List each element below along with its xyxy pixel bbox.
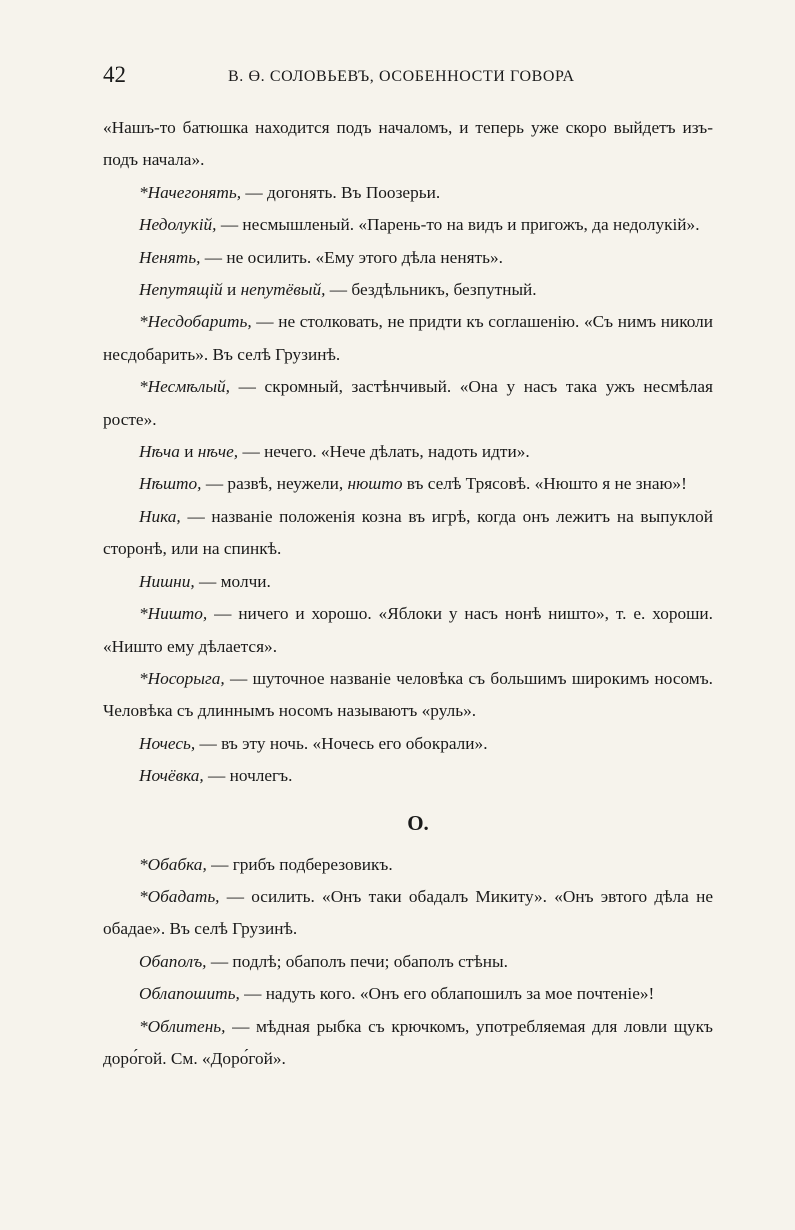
entry-definition: — развѣ, неужели, — [201, 474, 348, 494]
entry-definition: — нечего. «Нече дѣлать, надоть идти». — [238, 442, 530, 462]
dictionary-entry — [103, 209, 713, 241]
dictionary-entry — [103, 566, 713, 598]
entry-headword: Ночесь, — [139, 733, 196, 753]
dictionary-entry — [103, 598, 713, 663]
entry-definition: — ничего и хорошо. «Яблоки у насъ нонѣ ништо», т. е. хороши. «Ништо ему дѣлается». — [103, 604, 713, 656]
entry-definition: — названіе положенія козна въ игрѣ, когда онъ лежитъ на выпуклой сторонѣ, или на спинкѣ. — [103, 506, 713, 559]
dictionary-entry — [103, 849, 713, 881]
entry-definition: — грибъ подберезовикъ. — [206, 854, 393, 874]
dictionary-entry — [103, 436, 713, 468]
dictionary-entries-n — [103, 112, 713, 793]
entry-headword: *Начегонять, — [139, 182, 242, 202]
entry-definition: — осилить. «Онъ таки обадалъ Микиту». «Онъ эвтого дѣла не обадае». Въ селѣ Грузинѣ. — [103, 886, 713, 939]
dictionary-entry — [103, 501, 713, 566]
entry-headword: *Обадать, — [139, 886, 220, 906]
entry-headword: *Облитень, — [139, 1016, 226, 1036]
dictionary-entry — [103, 112, 713, 177]
entry-definition-cont: въ селѣ Трясовѣ. «Нюшто я не знаю»! — [402, 474, 687, 494]
entry-definition: — молчи. — [194, 571, 271, 591]
running-title: В. Ө. СОЛОВЬЕВЪ, ОСОБЕННОСТИ ГОВОРА — [228, 68, 575, 85]
entry-connector: и — [222, 280, 241, 300]
page-number: 42 — [103, 62, 126, 87]
entry-headword: Непутящій — [139, 280, 223, 300]
dictionary-entry — [103, 881, 713, 946]
entry-definition: — шуточное названіе человѣка съ большимъ широкимъ носомъ. Человѣка съ длиннымъ носомъ называютъ «руль». — [103, 668, 713, 721]
entry-definition: — бездѣльникъ, безпутный. — [325, 280, 537, 300]
dictionary-entry — [103, 274, 713, 306]
dictionary-entry — [103, 978, 713, 1010]
entry-headword: *Обабка, — [139, 854, 207, 874]
dictionary-entry — [103, 760, 713, 792]
entry-connector: и — [179, 442, 198, 462]
entry-definition: — надуть кого. «Онъ его облапошилъ за мое почтеніе»! — [239, 984, 655, 1004]
entry-headword: *Несдобарить, — [139, 312, 252, 332]
dictionary-entry — [103, 306, 713, 371]
dictionary-entry — [103, 468, 713, 500]
entry-definition: «Нашъ-то батюшка находится подъ началомъ, и теперь уже скоро выйдетъ изъ-подъ начала». — [103, 118, 713, 170]
dictionary-entries-o — [103, 849, 713, 1076]
entry-definition: — догонять. Въ Поозерьи. — [241, 182, 441, 202]
entry-headword: Облапошить, — [139, 984, 240, 1004]
entry-headword: *Несмѣлый, — [139, 377, 230, 397]
dictionary-entry — [103, 371, 713, 436]
entry-definition: — не осилить. «Ему этого дѣла ненять». — [200, 247, 503, 267]
entry-definition: — подлѣ; обаполъ печи; обаполъ стѣны. — [206, 951, 508, 971]
body-text — [103, 112, 713, 1075]
entry-headword: Нѣча — [139, 442, 180, 462]
dictionary-entry — [103, 946, 713, 978]
entry-headword: *Носорыга, — [139, 668, 225, 688]
entry-headword: Ненять, — [139, 247, 201, 267]
entry-headword: Ночёвка, — [139, 766, 204, 786]
entry-definition: — мѣдная рыбка съ крючкомъ, употребляемая для ловли щукъ доро́гой. См. «Доро́гой». — [103, 1016, 713, 1068]
entry-definition: — скромный, застѣнчивый. «Она у насъ така ужъ несмѣлая росте». — [103, 377, 713, 429]
entry-headword: Обаполъ, — [139, 951, 207, 971]
entry-headword: Ника, — [139, 506, 181, 526]
entry-definition: — въ эту ночь. «Ночесь его обокрали». — [195, 733, 488, 753]
running-head — [103, 62, 700, 92]
dictionary-entry — [103, 242, 713, 274]
entry-headword: Нѣшто, — [139, 474, 202, 494]
entry-definition: — не столковать, не придти къ соглашенію. «Съ нимъ николи несдобарить». Въ селѣ Грузинѣ. — [103, 312, 713, 364]
entry-dialect-form: нюшто — [347, 474, 403, 494]
entry-definition: — ночлегъ. — [203, 766, 293, 786]
dictionary-entry — [103, 728, 713, 760]
entry-headword: *Ништо, — [139, 604, 208, 624]
entry-definition: — несмышленый. «Парень-то на видъ и пригожъ, да недолукій». — [216, 215, 700, 235]
entry-headword: Недолукій, — [139, 215, 217, 235]
dictionary-entry — [103, 177, 713, 209]
entry-headword: Нишни, — [139, 571, 195, 591]
entry-headword-variant: нѣче, — [197, 442, 239, 462]
section-heading: О. — [407, 810, 429, 835]
entry-headword-variant: непутёвый, — [240, 280, 326, 300]
dictionary-entry — [103, 663, 713, 728]
dictionary-entry — [103, 1011, 713, 1076]
